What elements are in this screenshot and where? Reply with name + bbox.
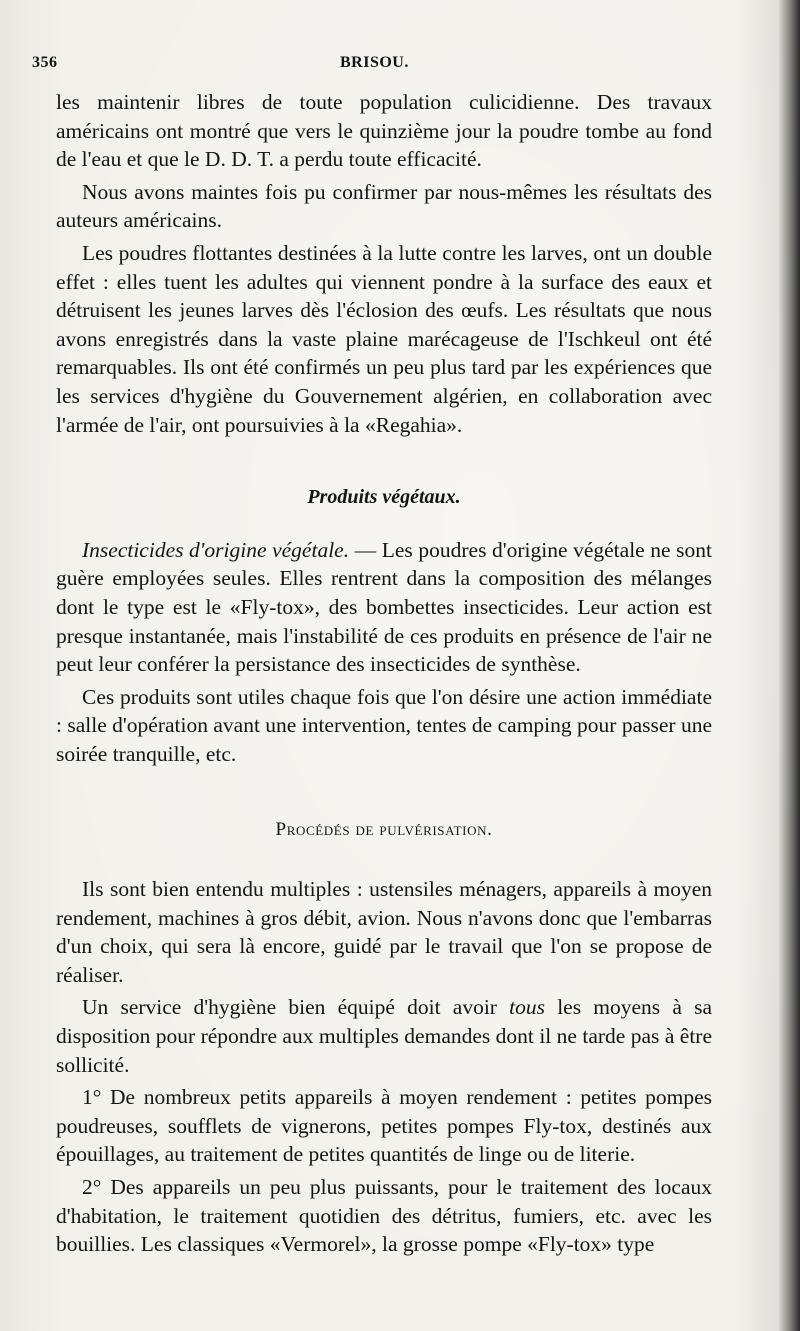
body-text: [56, 88, 712, 1259]
paragraph-equipped-service-a: Un service d'hygiène bien équipé doit avoir: [82, 995, 510, 1020]
run-in-heading: Insecticides d'origine végétale.: [82, 537, 350, 562]
binding-shadow: [778, 0, 800, 1331]
page-number: 356: [32, 54, 58, 71]
paragraph-floating-powders: Les poudres flottantes destinées à la lutte contre les larves, ont un double effet : elles tuent les adultes qui viennent pondre à la surface des eaux et détruisent les jeunes larves dès l'éclosion des œufs. Les résultats que nous avons enregistrés dans la vaste plaine marécageuse de l'Ischkeul ont été remarquables. Ils ont été confirmés un peu plus tard par les expériences que les services d'hygiène du Gouvernement algérien, en collaboration avec l'armée de l'air, ont poursuivies à la «Regahia».: [56, 240, 712, 437]
list-item-small-devices: 1° De nombreux petits appareils à moyen rendement : petites pompes poudreuses, soufflets de vignerons, petites pompes Fly-tox, destinés aux épouillages, au traitement de petites quantités de linge ou de literie.: [56, 1085, 712, 1167]
list-item-powerful-devices: 2° Des appareils un peu plus puissants, pour le traitement des locaux d'habitation, le traitement quotidien des détritus, fumiers, etc. avec les bouillies. Les classiques «Vermorel», la grosse pompe «Fly-tox» type: [56, 1175, 712, 1257]
paragraph-plant-insecticides: [56, 536, 712, 679]
section-heading-vegetable-products: Produits végétaux.: [307, 486, 461, 509]
paragraph-equipped-service-b: les moyens à sa disposition pour répondre aux multiples demandes dont il ne tarde pas à être sollicité.: [56, 995, 712, 1077]
paragraph-confirmation: Nous avons maintes fois pu confirmer par nous-mêmes les résultats des auteurs américains.: [56, 179, 712, 233]
running-title: BRISOU.: [340, 54, 409, 71]
paragraph-multiple-methods: Ils sont bien entendu multiples : ustensiles ménagers, appareils à moyen rendement, machines à gros débit, avion. Nous n'avons donc que l'embarras d'un choix, qui sera là encore, guidé par le travail que l'on se propose de réaliser.: [56, 877, 712, 987]
paragraph-plant-insecticides-text: — Les poudres d'origine végétale ne sont guère employées seules. Elles rentrent dans la composition des mélanges dont le type est le «Fly-tox», des bombettes insecticides. Leur action est presque instantanée, mais l'instabilité de ces produits en présence de l'air ne peut leur conférer la persistance des insecticides de synthèse.: [56, 537, 713, 677]
paragraph-continuation: les maintenir libres de toute population culicidienne. Des travaux américains ont montré que vers le quinzième jour la poudre tombe au fond de l'eau et que le D. D. T. a perdu toute efficacité.: [56, 90, 712, 172]
paragraph-immediate-action: Ces produits sont utiles chaque fois que l'on désire une action immédiate : salle d'opération avant une intervention, tentes de camping pour passer une soirée tranquille, etc.: [56, 684, 712, 766]
section-heading-spraying-methods: Procédés de pulvérisation.: [275, 819, 493, 841]
paragraph-equipped-service: [56, 993, 712, 1079]
running-head: [32, 52, 712, 80]
emphasis-tous: tous: [509, 995, 545, 1020]
